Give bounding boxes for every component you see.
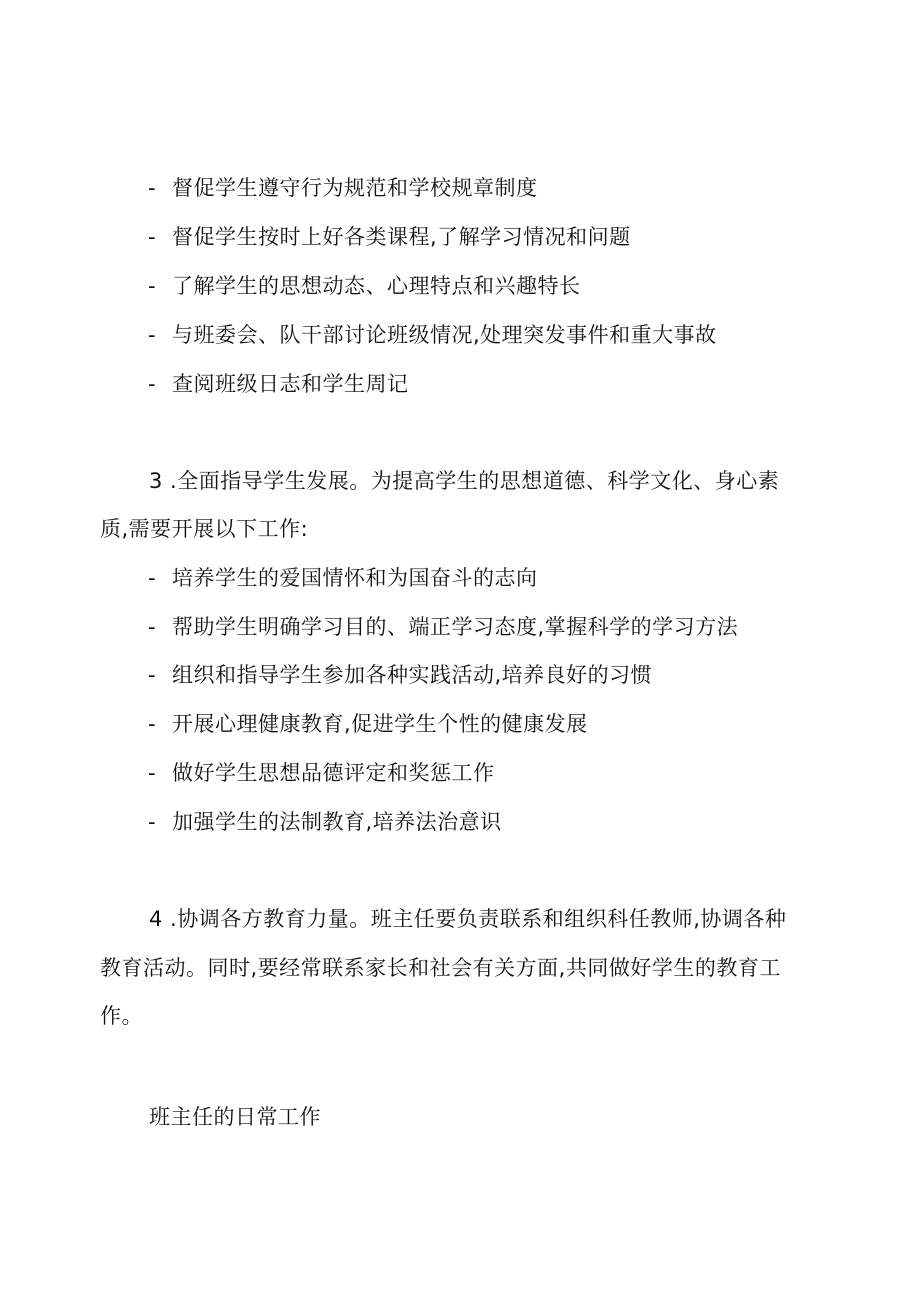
list-item-text: 做好学生思想品德评定和奖惩工作 (172, 761, 495, 785)
list-item-text: 组织和指导学生参加各种实践活动,培养良好的习惯 (172, 663, 653, 687)
section-3-paragraph-line-1: 3 .全面指导学生发展。为提高学生的思想道德、科学文化、身心素 (149, 469, 780, 493)
list-item-text: 查阅班级日志和学生周记 (172, 372, 409, 396)
bullet-dash: - (148, 274, 157, 298)
bullet-dash: - (148, 566, 157, 590)
list-item-text: 培养学生的爱国情怀和为国奋斗的志向 (172, 566, 538, 590)
section-heading: 班主任的日常工作 (149, 1105, 321, 1129)
list-item (148, 661, 652, 689)
list-item (148, 174, 538, 202)
list-item (148, 564, 538, 592)
list-item-text: 开展心理健康教育,促进学生个性的健康发展 (172, 712, 588, 736)
bullet-dash: - (148, 810, 157, 834)
list-item (148, 321, 717, 349)
bullet-dash: - (148, 225, 157, 249)
list-item (148, 759, 495, 787)
list-item-text: 与班委会、队干部讨论班级情况,处理突发事件和重大事故 (172, 323, 717, 347)
list-item-text: 加强学生的法制教育,培养法治意识 (172, 810, 502, 834)
list-item (148, 272, 581, 300)
section-4-paragraph-line-1: 4 .协调各方教育力量。班主任要负责联系和组织科任教师,协调各种 (149, 907, 787, 931)
section-4-paragraph-line-3: 作。 (100, 1004, 143, 1028)
bullet-dash: - (148, 663, 157, 687)
list-item-text: 了解学生的思想动态、心理特点和兴趣特长 (172, 274, 581, 298)
list-item-text: 督促学生按时上好各类课程,了解学习情况和问题 (172, 225, 631, 249)
list-item-text: 帮助学生明确学习目的、端正学习态度,掌握科学的学习方法 (172, 615, 739, 639)
bullet-dash: - (148, 712, 157, 736)
list-item (148, 710, 588, 738)
list-item (148, 370, 409, 398)
section-4-paragraph-line-2: 教育活动。同时,要经常联系家长和社会有关方面,共同做好学生的教育工 (100, 956, 781, 980)
bullet-dash: - (148, 323, 157, 347)
bullet-dash: - (148, 615, 157, 639)
list-item (148, 808, 502, 836)
bullet-dash: - (148, 372, 157, 396)
bullet-dash: - (148, 761, 157, 785)
list-item (148, 613, 738, 641)
section-3-paragraph-line-2: 质,需要开展以下工作: (100, 517, 309, 541)
list-item (148, 223, 631, 251)
list-item-text: 督促学生遵守行为规范和学校规章制度 (172, 176, 538, 200)
bullet-dash: - (148, 176, 157, 200)
